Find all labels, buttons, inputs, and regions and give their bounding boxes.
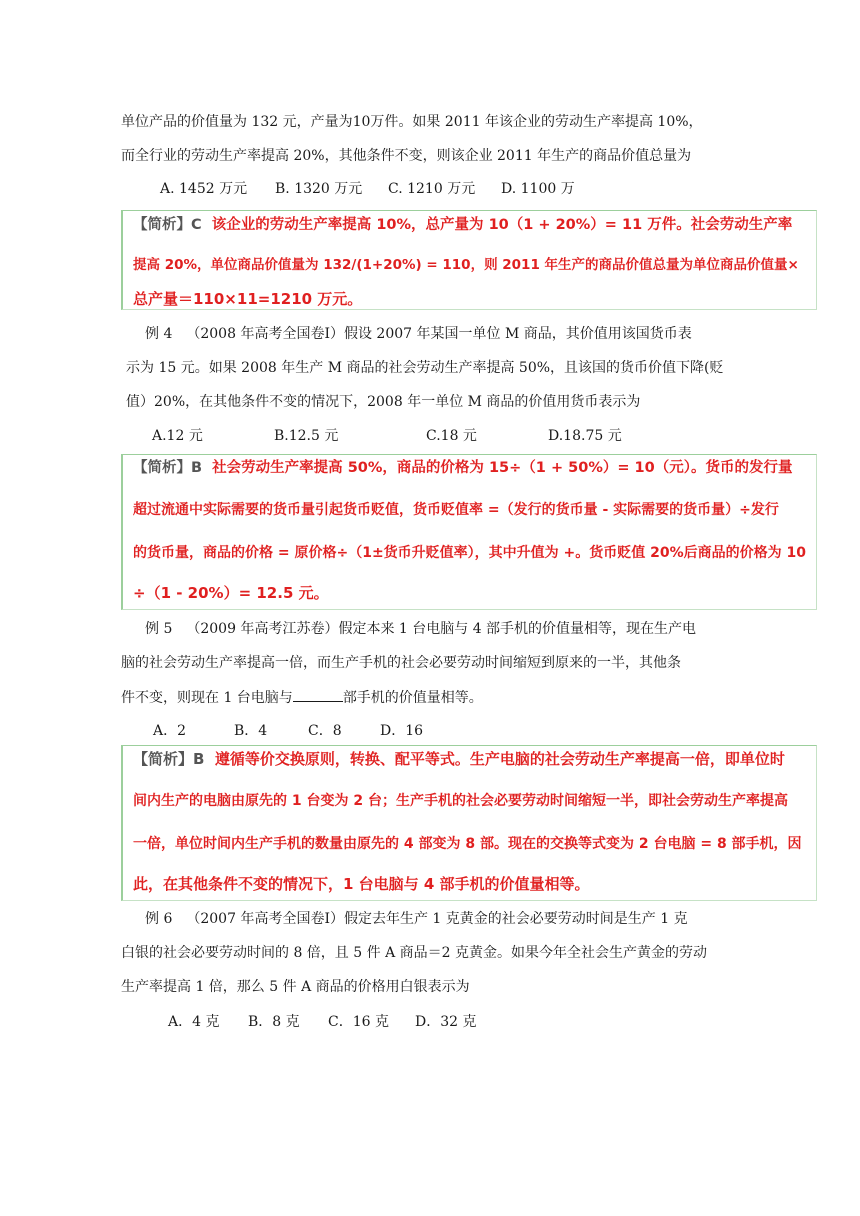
analysis-line: 此，在其他条件不变的情况下，1 台电脑与 4 部手机的价值量相等。 — [133, 875, 590, 893]
intro-line-1: 单位产品的价值量为 132 元，产量为10万件。如果 2011 年该企业的劳动生产率提高 10%， — [121, 114, 703, 130]
option-d: D. 1100 万 — [501, 181, 575, 197]
analysis-line: 的货币量，商品的价格 = 原价格÷（1±货币升贬值率），其中升值为 +。货币贬值 20%后商品的价格为 10 — [133, 545, 807, 561]
example-6-line-2: 白银的社会必要劳动时间的 8 倍，且 5 件 A 商品＝2 克黄金。如果今年全社会生产黄金的劳动 — [121, 945, 707, 961]
example-6-line-3: 生产率提高 1 倍，那么 5 件 A 商品的价格用白银表示为 — [121, 979, 470, 995]
option-c: C．16 克 — [328, 1014, 389, 1030]
analysis-line — [133, 749, 785, 769]
answer-blank — [293, 687, 343, 702]
analysis-answer: B — [193, 750, 205, 768]
analysis-tag: 【简析】 — [133, 460, 191, 476]
example-label: 例 5 — [145, 621, 173, 637]
example-label: 例 6 — [145, 911, 173, 927]
example-text: 部手机的价值量相等。 — [342, 690, 483, 706]
option-a: A．4 克 — [168, 1014, 220, 1030]
example-text: 件不变，则现在 1 台电脑与 — [121, 690, 293, 706]
analysis-answer: B — [191, 460, 203, 476]
analysis-text: 遵循等价交换原则，转换、配平等式。生产电脑的社会劳动生产率提高一倍，即单位时 — [214, 750, 785, 768]
analysis-line — [133, 458, 792, 478]
analysis-line: 一倍，单位时间内生产手机的数量由原先的 4 部变为 8 部。现在的交换等式变为 2 台电脑 = 8 部手机，因 — [133, 836, 802, 852]
analysis-box-2 — [121, 454, 817, 610]
option-b: B．8 克 — [248, 1014, 300, 1030]
example-text: （2008 年高考全国卷Ⅰ）假设 2007 年某国一单位 M 商品，其价值用该国货币表 — [186, 326, 692, 342]
analysis-text: 社会劳动生产率提高 50%，商品的价格为 15÷（1 + 50%）= 10（元）。货币的发行量 — [212, 460, 793, 476]
analysis-tag: 【简析】 — [133, 750, 194, 768]
option-d: D．16 — [380, 723, 424, 739]
analysis-line: 总产量＝110×11=1210 万元。 — [133, 290, 363, 308]
analysis-line: 间内生产的电脑由原先的 1 台变为 2 台；生产手机的社会必要劳动时间缩短一半，即社会劳动生产率提高 — [133, 793, 788, 809]
option-c: C.18 元 — [426, 428, 477, 444]
analysis-line: 超过流通中实际需要的货币量引起货币贬值，货币贬值率 =（发行的货币量 - 实际需要的货币量）÷发行 — [133, 502, 779, 518]
example-4-line-1 — [145, 324, 692, 344]
option-b: B.12.5 元 — [274, 428, 339, 444]
analysis-tag: 【简析】 — [133, 217, 191, 233]
example-6-line-1 — [145, 909, 688, 929]
example-label: 例 4 — [145, 326, 173, 342]
example-text: （2007 年高考全国卷Ⅰ）假定去年生产 1 克黄金的社会必要劳动时间是生产 1 克 — [186, 911, 688, 927]
option-d: D．32 克 — [415, 1014, 477, 1030]
option-a: A. 1452 万元 — [160, 181, 248, 197]
option-c: C. 1210 万元 — [388, 181, 476, 197]
option-a: A．2 — [153, 723, 187, 739]
option-b: B．4 — [234, 723, 268, 739]
example-5-line-3 — [121, 687, 483, 708]
analysis-text: 该企业的劳动生产率提高 10%，总产量为 10（1 + 20%）= 11 万件。社会劳动生产率 — [211, 217, 793, 233]
analysis-box-1 — [121, 210, 817, 310]
example-5-line-1 — [145, 619, 696, 639]
option-b: B. 1320 万元 — [275, 181, 363, 197]
example-text: （2009 年高考江苏卷）假定本来 1 台电脑与 4 部手机的价值量相等，现在生产电 — [186, 621, 697, 637]
analysis-line — [133, 215, 792, 235]
option-a: A.12 元 — [152, 428, 203, 444]
option-c: C．8 — [308, 723, 342, 739]
analysis-line: ÷（1 - 20%）= 12.5 元。 — [133, 584, 329, 602]
analysis-box-3 — [121, 745, 817, 901]
analysis-line: 提高 20%，单位商品价值量为 132/(1+20%) = 110，则 2011 年生产的商品价值总量为单位商品价值量× — [133, 257, 799, 273]
analysis-answer: C — [191, 217, 202, 233]
example-5-line-2: 脑的社会劳动生产率提高一倍，而生产手机的社会必要劳动时间缩短到原来的一半，其他条 — [121, 655, 681, 671]
intro-line-2: 而全行业的劳动生产率提高 20%，其他条件不变，则该企业 2011 年生产的商品价值总量为 — [121, 148, 692, 164]
example-4-line-2: 示为 15 元。如果 2008 年生产 M 商品的社会劳动生产率提高 50%，且该国的货币价值下降(贬 — [126, 360, 724, 376]
example-4-line-3: 值）20%，在其他条件不变的情况下，2008 年一单位 M 商品的价值用货币表示为 — [126, 394, 641, 410]
option-d: D.18.75 元 — [548, 428, 622, 444]
